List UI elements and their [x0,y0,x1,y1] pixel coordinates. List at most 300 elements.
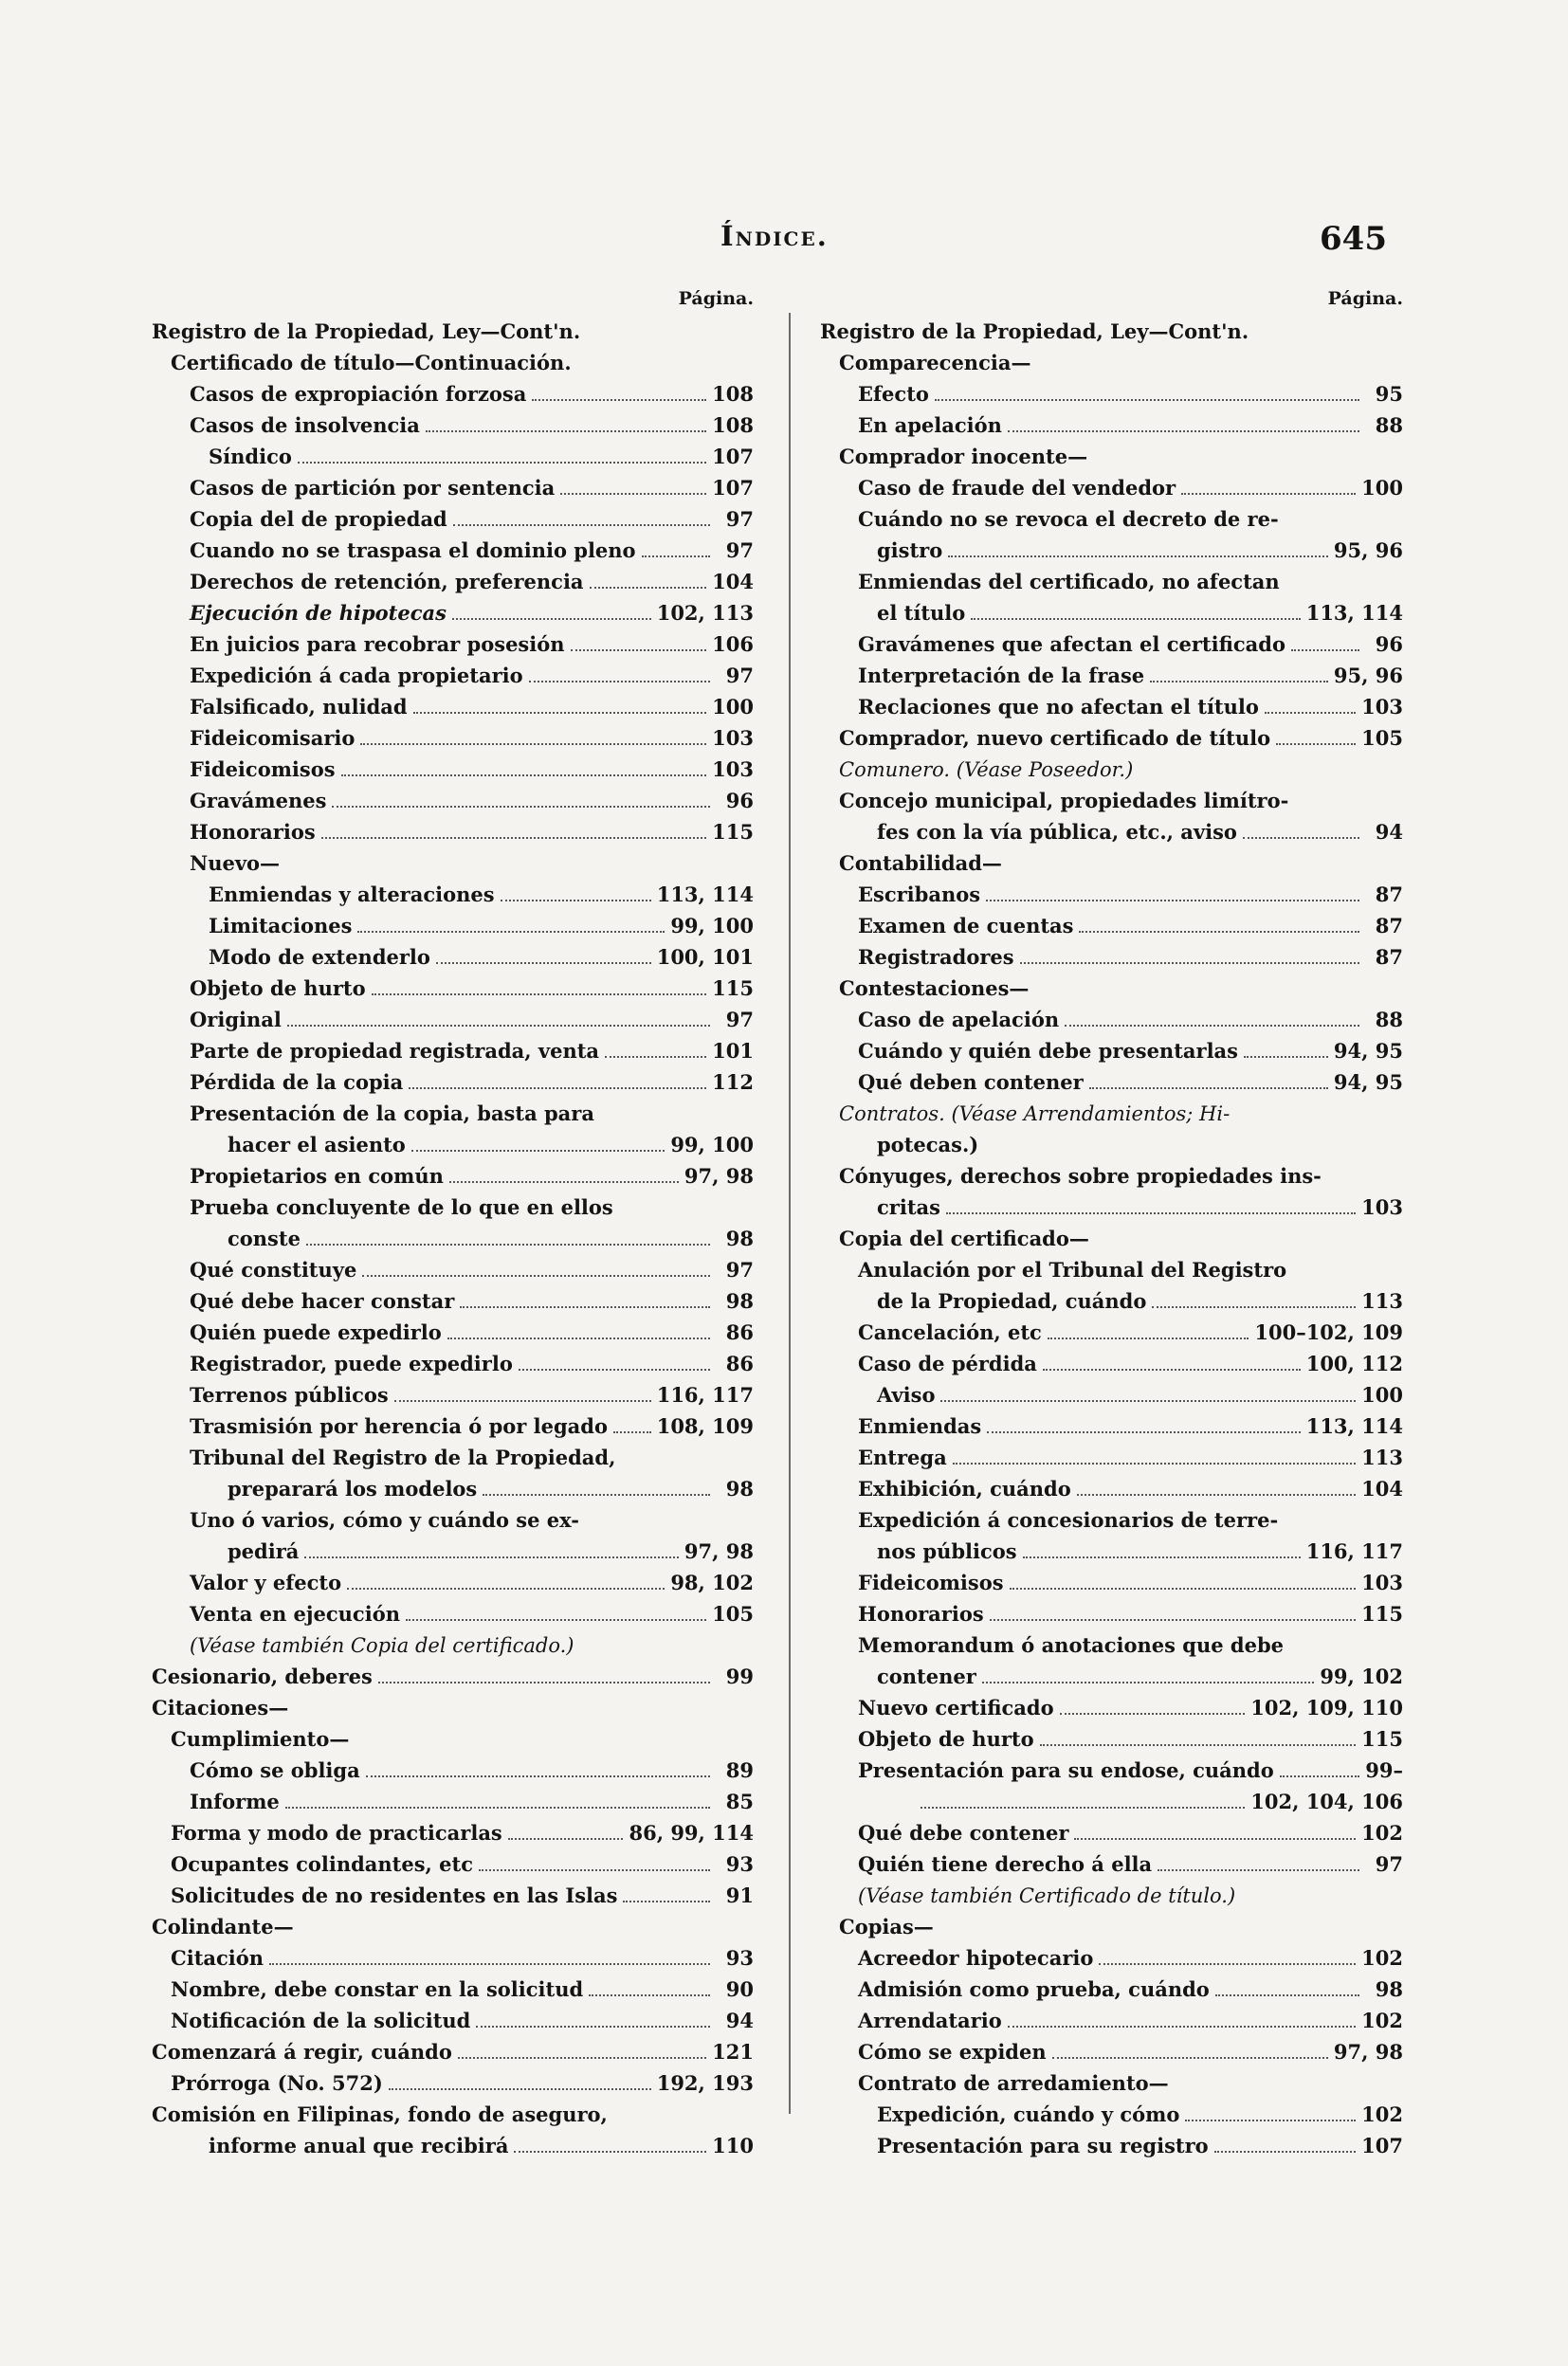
dot-leader [285,1807,710,1809]
entry-text: Cancelación, etc [858,1320,1042,1344]
dot-leader [389,2088,651,2090]
entry-text: Honorarios [190,820,316,844]
entry-text: Parte de propiedad registrada, venta [190,1039,600,1063]
index-entry [152,1032,754,1064]
dot-leader [1040,1744,1357,1746]
dot-leader [1008,2026,1356,2028]
left-column [152,284,754,2158]
entry-page-ref: 95, 96 [1333,664,1403,687]
index-entry [152,1908,754,1939]
entry-text: Casos de insolvencia [190,413,420,437]
entry-text: gistro [877,538,943,562]
index-entry [152,344,754,375]
index-entry [820,1658,1403,1689]
dot-leader [426,430,706,432]
entry-text: Cumplimiento— [171,1727,350,1751]
entry-text: Forma y modo de practicarlas [171,1821,502,1845]
dot-leader [449,1181,679,1183]
dot-leader [571,649,707,651]
entry-text: Trasmisión por herencia ó por legado [190,1414,608,1438]
index-entry [152,876,754,907]
entry-page-ref: 115 [712,820,754,844]
entry-page-ref: 113 [1361,1446,1403,1469]
entry-text: (Véase también Copia del certificado.) [190,1634,574,1657]
entry-page-ref: 102, 104, 106 [1250,1790,1403,1813]
index-entry [820,2065,1403,2096]
dot-leader [406,1619,706,1621]
index-entry [152,1846,754,1877]
index-entry [152,626,754,657]
entry-text: Citación [171,1946,264,1970]
dot-leader [605,1056,706,1058]
entry-text: conste [228,1227,301,1250]
entry-text: Expedición, cuándo y cómo [877,2102,1180,2126]
dot-leader [953,1463,1356,1465]
entry-text: hacer el asiento [228,1133,406,1156]
index-entry [820,1251,1403,1283]
index-entry [820,751,1403,782]
index-entry [152,1939,754,1971]
entry-text: Registrador, puede expedirlo [190,1352,513,1375]
entry-text: Cuándo y quién debe presentarlas [858,1039,1238,1063]
entry-page-ref: 87 [1375,945,1403,969]
dot-leader [501,900,651,901]
dot-leader [1181,493,1356,495]
index-entry [820,1783,1403,1814]
entry-page-ref: 94, 95 [1333,1070,1403,1094]
index-entry [152,1283,754,1314]
index-entry [820,1001,1403,1032]
entry-text: Exhibición, cuándo [858,1477,1071,1501]
index-entry [820,1470,1403,1502]
index-entry [152,657,754,688]
index-entry [820,1720,1403,1752]
entry-page-ref: 102 [1361,1821,1403,1845]
entry-text: Objeto de hurto [858,1727,1034,1751]
entry-page-ref: 105 [1361,726,1403,750]
entry-text: Citaciones— [152,1696,289,1720]
index-entry [820,1064,1403,1095]
entry-text: Fideicomisos [858,1571,1004,1594]
entry-text: Prueba concluyente de lo que en ellos [190,1195,613,1219]
index-entry [152,594,754,626]
index-entry [820,1846,1403,1877]
dot-leader [1052,2057,1328,2059]
dot-leader [460,1306,710,1308]
entry-text: Comprador inocente— [839,445,1088,468]
entry-text: pedirá [228,1539,300,1563]
index-entry [152,2033,754,2065]
entry-text: Enmiendas [858,1414,982,1438]
index-entry [152,1189,754,1220]
dot-leader [341,774,707,776]
index-entry [820,344,1403,375]
index-entry [152,375,754,407]
entry-text: Prórroga (No. 572) [171,2071,383,2095]
dot-leader [287,1025,710,1027]
index-entry [152,719,754,751]
entry-page-ref: 106 [712,632,754,656]
entry-page-ref: 88 [1375,1008,1403,1031]
dot-leader [940,1400,1356,1402]
entry-text: Gravámenes [190,789,327,812]
entry-text: Quién tiene derecho á ella [858,1852,1153,1876]
index-entry [152,469,754,500]
entry-text: Comisión en Filipinas, fondo de aseguro, [152,2102,608,2126]
index-entry [152,1783,754,1814]
dot-leader [378,1682,710,1684]
entry-text: Expedición á concesionarios de terre- [858,1508,1279,1532]
entry-page-ref: 87 [1375,914,1403,937]
index-entry [820,375,1403,407]
entry-page-ref: 104 [712,570,754,593]
index-entry [152,688,754,719]
entry-page-ref: 96 [1375,632,1403,656]
index-entry [152,1157,754,1189]
index-entry [820,1814,1403,1846]
entry-text: Comprador, nuevo certificado de título [839,726,1271,750]
entry-page-ref: 99, 100 [670,1133,754,1156]
index-entry [820,1220,1403,1251]
index-entry [820,1095,1403,1126]
entry-text: Presentación para su registro [877,2134,1209,2157]
entry-page-ref: 93 [725,1946,754,1970]
entry-text: Qué deben contener [858,1070,1084,1094]
entry-text: Caso de pérdida [858,1352,1037,1375]
index-entry [152,2065,754,2096]
index-entry [820,469,1403,500]
entry-page-ref: 99, 100 [670,914,754,937]
entry-page-ref: 98 [725,1289,754,1313]
index-entry [152,2096,754,2127]
entry-page-ref: 115 [712,976,754,1000]
entry-text: Interpretación de la frase [858,664,1145,687]
entry-text: En apelación [858,413,1002,437]
entry-text: Admisión como prueba, cuándo [858,1977,1210,2001]
dot-leader [394,1400,651,1402]
entry-page-ref: 100 [1361,1383,1403,1407]
entry-text: Contrato de arredamiento— [858,2071,1169,2095]
entry-page-ref: 91 [725,1884,754,1907]
dot-leader [623,1901,710,1902]
column-divider [789,313,791,2114]
entry-page-ref: 100 [1361,476,1403,500]
entry-page-ref: 103 [712,726,754,750]
index-entry [152,813,754,845]
dot-leader [1215,1994,1359,1996]
entry-page-ref: 86 [725,1352,754,1375]
index-entry [152,438,754,469]
dot-leader [362,1275,710,1277]
dot-leader [946,1212,1356,1214]
entry-page-ref: 107 [1361,2134,1403,2157]
entry-page-ref: 98, 102 [670,1571,754,1594]
entry-page-ref: 97 [725,1008,754,1031]
entry-page-ref: 94 [1375,820,1403,844]
index-entry [820,2002,1403,2033]
entry-text: Casos de partición por sentencia [190,476,556,500]
index-entry [820,1314,1403,1345]
entry-text: Cuándo no se revoca el decreto de re- [858,507,1279,531]
index-entry [820,1345,1403,1376]
index-entry [152,1376,754,1408]
entry-page-ref: 94 [725,2009,754,2032]
dot-leader [532,399,706,401]
index-entry [152,2002,754,2033]
dot-leader [332,806,710,808]
entry-text: Caso de fraude del vendedor [858,476,1176,500]
index-entry [152,782,754,813]
dot-leader [1152,1306,1356,1308]
entry-text: Pérdida de la copia [190,1070,404,1094]
index-entry [820,563,1403,594]
entry-page-ref: 98 [725,1227,754,1250]
index-entry [152,1720,754,1752]
index-entry [152,407,754,438]
entry-page-ref: 113, 114 [1305,1414,1403,1438]
entry-text: Solicitudes de no residentes en las Islas [171,1884,618,1907]
entry-text: critas [877,1195,940,1219]
entry-text: Original [190,1008,282,1031]
entry-text: Colindante— [152,1915,294,1938]
entry-text: Presentación para su endose, cuándo [858,1758,1274,1782]
index-entry [152,1126,754,1157]
entry-page-ref: 102 [1361,1946,1403,1970]
entry-text: Tribunal del Registro de la Propiedad, [190,1446,616,1469]
entry-text: preparará los modelos [228,1477,478,1501]
index-entry [152,500,754,532]
entry-text: Contabilidad— [839,851,1002,875]
entry-text: Cuando no se traspasa el dominio pleno [190,538,636,562]
dot-leader [304,1556,679,1558]
dot-leader [1276,743,1356,745]
dot-leader [990,1619,1356,1621]
index-entry [152,1658,754,1689]
entry-page-ref: 95, 96 [1333,538,1403,562]
index-entry [820,1627,1403,1658]
entry-page-ref: 98 [1375,1977,1403,2001]
index-entry [152,1689,754,1720]
entry-page-ref: 85 [725,1790,754,1813]
index-entry [152,1408,754,1439]
entry-text: Limitaciones [209,914,353,937]
index-entry [820,1283,1403,1314]
entry-page-ref: 93 [725,1852,754,1876]
index-entry [820,657,1403,688]
index-entries-right [820,313,1403,2158]
index-entry [820,1502,1403,1533]
entry-text: el título [877,601,966,625]
entry-page-ref: 102 [1361,2102,1403,2126]
entry-page-ref: 101 [712,1039,754,1063]
dot-leader [1079,931,1359,933]
index-entry [152,1533,754,1564]
dot-leader [642,555,710,557]
entry-text: Contratos. (Véase Arrendamientos; Hi- [839,1102,1231,1125]
entry-page-ref: 100–102, 109 [1254,1320,1403,1344]
index-entry [152,1814,754,1846]
entry-page-ref: 88 [1375,413,1403,437]
entry-text: Memorandum ó anotaciones que debe [858,1633,1285,1657]
entry-text: Comenzará á regir, cuándo [152,2040,452,2064]
entry-page-ref: 99, 102 [1320,1665,1403,1688]
entry-page-ref: 86, 99, 114 [629,1821,754,1845]
right-column [820,284,1403,2158]
dot-leader [1214,2151,1356,2153]
index-entry [820,1564,1403,1595]
dot-leader [436,962,651,964]
entry-text: Nuevo certificado [858,1696,1054,1720]
entry-text: Cónyuges, derechos sobre propiedades ins- [839,1164,1322,1188]
entry-text: informe anual que recibirá [209,2134,509,2157]
index-entry [820,1939,1403,1971]
index-entry [820,1439,1403,1470]
entry-text: (Véase también Certificado de título.) [858,1884,1236,1907]
index-entry [152,751,754,782]
index-entry [820,876,1403,907]
index-entry [152,1064,754,1095]
dot-leader [1048,1338,1249,1339]
entry-text: Honorarios [858,1602,984,1626]
entry-page-ref: 90 [725,1977,754,2001]
dot-leader [921,1807,1245,1809]
index-entry [820,938,1403,970]
entry-text: Fideicomisos [190,757,336,781]
index-entry [820,2033,1403,2065]
index-entry [152,1314,754,1345]
entry-page-ref: 99– [1365,1758,1403,1782]
dot-leader [529,681,710,682]
entry-text: de la Propiedad, cuándo [877,1289,1147,1313]
entry-page-ref: 103 [1361,1195,1403,1219]
index-entry [152,1877,754,1908]
entry-page-ref: 105 [712,1602,754,1626]
entry-text: Anulación por el Tribunal del Registro [858,1258,1287,1282]
index-entry [820,594,1403,626]
entry-page-ref: 112 [712,1070,754,1094]
index-entry [820,845,1403,876]
index-entry [820,688,1403,719]
dot-leader [269,1963,710,1965]
entry-text: Expedición á cada propietario [190,664,523,687]
entry-text: Caso de apelación [858,1008,1060,1031]
index-entry [152,1439,754,1470]
index-entry [820,626,1403,657]
dot-leader [560,493,706,495]
entry-page-ref: 97, 98 [684,1164,754,1188]
index-entry [820,1189,1403,1220]
index-entry [152,938,754,970]
entry-text: Ocupantes colindantes, etc [171,1852,474,1876]
index-entry [152,2127,754,2158]
index-entry [820,1908,1403,1939]
dot-leader [948,555,1328,557]
dot-leader [409,1087,706,1089]
entry-page-ref: 97 [725,664,754,687]
dot-leader [347,1588,665,1590]
entry-page-ref: 192, 193 [656,2071,754,2095]
dot-leader [1089,1087,1328,1089]
index-entry [820,1408,1403,1439]
entry-text: Entrega [858,1446,947,1469]
entry-text: Efecto [858,382,929,406]
entry-text: Objeto de hurto [190,976,366,1000]
entry-text: Uno ó varios, cómo y cuándo se ex- [190,1508,580,1532]
entry-page-ref: 100, 101 [656,945,754,969]
page-header [0,220,1568,267]
entry-text: Gravámenes que afectan el certificado [858,632,1285,656]
entry-text: Aviso [877,1383,936,1407]
index-entry [820,782,1403,813]
entry-page-ref: 97 [725,538,754,562]
entry-text: Cómo se expiden [858,2040,1047,2064]
entry-text: Comparecencia— [839,351,1031,374]
dot-leader [1265,712,1356,714]
index-entry [820,907,1403,938]
index-entries-left [152,313,754,2158]
dot-leader [476,2026,710,2028]
dot-leader [1023,1556,1301,1558]
entry-page-ref: 110 [712,2134,754,2157]
entry-text: Qué debe hacer constar [190,1289,455,1313]
dot-leader [1158,1869,1359,1871]
entry-page-ref: 108 [712,382,754,406]
index-entry [152,1220,754,1251]
entry-text: Cómo se obliga [190,1758,360,1782]
entry-text: Arrendatario [858,2009,1002,2032]
dot-leader [360,743,706,745]
index-entry [820,438,1403,469]
dot-leader [935,399,1359,401]
index-entry [820,1752,1403,1783]
index-entry [820,1376,1403,1408]
index-entry [820,1877,1403,1908]
dot-leader [508,1838,624,1840]
page-number: 645 [1320,220,1387,258]
entry-text: nos públicos [877,1539,1017,1563]
dot-leader [1243,837,1359,839]
index-entry [820,1157,1403,1189]
dot-leader [372,993,707,995]
index-entry [152,845,754,876]
dot-leader [483,1494,710,1496]
entry-page-ref: 108, 109 [656,1414,754,1438]
index-entry [820,813,1403,845]
dot-leader [458,2057,706,2059]
entry-text: Valor y efecto [190,1571,342,1594]
index-entry [820,719,1403,751]
pagina-label: Página. [1327,288,1403,309]
index-entry [152,532,754,563]
index-entry [820,1032,1403,1064]
entry-page-ref: 103 [1361,1571,1403,1594]
entry-text: Certificado de título—Continuación. [171,351,572,374]
dot-leader [447,1338,710,1339]
index-entry [820,1595,1403,1627]
entry-page-ref: 96 [725,789,754,812]
dot-leader [321,837,706,839]
entry-page-ref: 97, 98 [684,1539,754,1563]
entry-page-ref: 102 [1361,2009,1403,2032]
dot-leader [1065,1025,1359,1027]
dot-leader [1291,649,1359,651]
dot-leader [1077,1494,1356,1496]
entry-page-ref: 121 [712,2040,754,2064]
dot-leader [590,587,707,589]
entry-text: Ejecución de hipotecas [190,601,447,625]
entry-text: Contestaciones— [839,976,1030,1000]
entry-text: Presentación de la copia, basta para [190,1101,594,1125]
